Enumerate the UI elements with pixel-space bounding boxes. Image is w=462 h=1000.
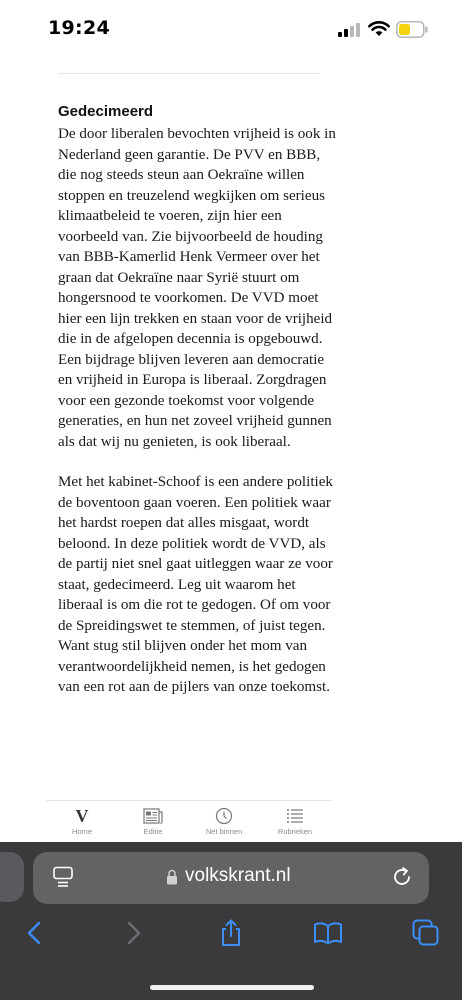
status-bar bbox=[0, 0, 462, 60]
share-icon[interactable] bbox=[216, 918, 246, 948]
section-heading: Gedecimeerd bbox=[58, 103, 154, 120]
wifi-icon bbox=[368, 20, 390, 37]
site-bottom-nav bbox=[46, 800, 332, 842]
battery-icon bbox=[396, 21, 428, 38]
article-paragraph: Met het kabinet-Schoof is een andere politiek de boventoon gaan voeren. Een politiek waar het hardst roepen dat alles misgaat, wordt beloond. In deze politiek wordt de VVD, als de partij niet snel gaat uitleggen waar ze voor staat, gedecimeerd. Leg uit waarom het liberaal is om die rot te gedogen. Of om voor de Spreidingswet te stemmen, of juist tegen. Want stug stil blijven onder het mom van verantwoordelijkheid nemen, is het gedogen van een rot aan de pijlers van onze toekomst. bbox=[58, 474, 333, 695]
article-paragraph: De door liberalen bevochten vrijheid is ook in Nederland geen garantie. De PVV en BBB, die nog steeds steun aan Oekraïne willen stoppen en treuzelend wegkijken om serieus klimaatbeleid te voeren, zijn hier een voorbeeld van. Zie bijvoorbeeld de houding van BBB-Kamerlid Henk Vermeer over het graan dat Oekraïne naar Syrië stuurt om hongersnood te voorkomen. De VVD moet hier een lijn trekken en staan voor de vrijheid die in de afgelopen decennia is opgebouwd. Een bijdrage blijven leveren aan democratie en vrijheid in Europa is liberaal. Zorgdragen voor een gezonde toekomst voor volgende generaties, en hun net zoveel vrijheid gunnen als dat wij nu genieten, is ook liberaal. bbox=[58, 126, 336, 450]
article-body bbox=[58, 102, 338, 718]
v-logo-icon: V bbox=[75, 806, 89, 826]
nav-item-rubrieken[interactable] bbox=[260, 807, 330, 836]
cellular-signal-icon bbox=[338, 23, 362, 37]
clock-icon bbox=[215, 807, 233, 825]
nav-item-label: Editie bbox=[143, 827, 163, 836]
forward-icon[interactable] bbox=[118, 918, 148, 948]
nav-item-label: Net binnen bbox=[205, 827, 243, 836]
reload-icon[interactable] bbox=[391, 866, 413, 888]
previous-tab-peek[interactable] bbox=[0, 852, 24, 902]
bookmarks-icon[interactable] bbox=[313, 918, 343, 948]
home-indicator[interactable] bbox=[150, 985, 314, 990]
nav-item-label: Rubrieken bbox=[277, 827, 313, 836]
nav-item-editie[interactable] bbox=[118, 807, 188, 836]
tabs-icon[interactable] bbox=[411, 918, 441, 948]
newspaper-icon bbox=[143, 807, 163, 825]
back-icon[interactable] bbox=[20, 918, 50, 948]
status-time: 19:24 bbox=[48, 17, 110, 39]
divider bbox=[58, 73, 320, 74]
nav-item-home[interactable] bbox=[47, 807, 117, 836]
url-text[interactable]: volkskrant.nl bbox=[185, 865, 291, 886]
lock-icon bbox=[166, 869, 178, 885]
nav-item-net-binnen[interactable] bbox=[189, 807, 259, 836]
list-icon bbox=[286, 807, 304, 825]
nav-item-label: Home bbox=[71, 827, 92, 836]
page-menu-icon[interactable] bbox=[53, 866, 73, 888]
